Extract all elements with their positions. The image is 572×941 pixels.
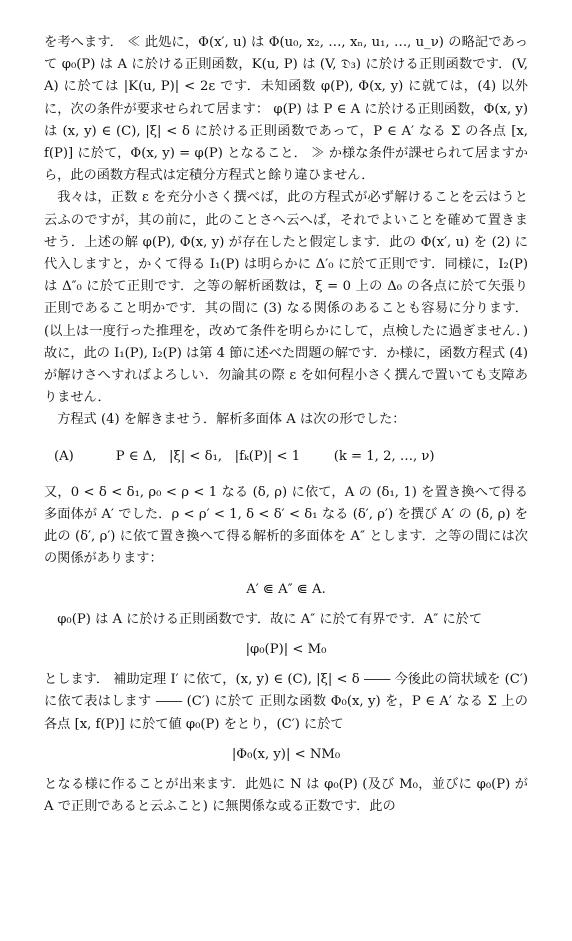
equation-bound-Phi0: |Φ₀(x, y)| < NM₀ — [231, 746, 341, 762]
paragraph-bounded: φ₀(P) は A に於ける正則函数です．故に A″ に於て有界です．A″ に於て — [57, 611, 483, 627]
paragraph-conditions: を考へます． ≪ 此処に，Φ(x′, u) は Φ(u₀, x₂, …, xₙ, u₁, …, u_ν) の略記であって φ₀(P) は A に於ける正則函数，K(u, P) は (V, 𝔇₃) に於ける正則函数です．(V, A) に於ては |K(u, P)| < 2ε です．未知函数 φ(P), Φ(x, y) に就ては，(4) 以外に，次の条件が要求せられて居ます： φ(P) は P ∈ A に於ける正則函数，Φ(x, y) は (x, y) ∈ (C), |ξ| < δ に於ける正則函数であって，P ∈ A′ なる Σ の各点 [x, f(P)] に於て，Φ(x, y) = φ(P) となること． ≫ か様な条件が課せられて居ますから，此の函数方程式は定積分方程式と餘り違ひません． — [44, 35, 528, 184]
paragraph-polyhedra-relation: 又，0 < δ < δ₁, ρ₀ < ρ < 1 なる (δ, ρ) に依て，A の (δ₁, 1) を置き換へて得る多面体が A′ でした．ρ < ρ′ < 1, δ < δ′ < δ₁ なる (δ′, ρ′) を撰び A′ の (δ, ρ) を此の (δ′, ρ′) に依て置き換へて得る解析的多面体を A″ とします．之等の間には次の関係があります： — [44, 484, 528, 567]
paragraph-solve-equation: 方程式 (4) を解きませう．解析多面体 A は次の形でした： — [57, 412, 406, 428]
paragraph-constant-N: となる様に作ることが出来ます．此処に N は φ₀(P) (及び M₀，並びに φ₀(P) が A で正則であると云ふこと) に無関係な或る正数です．此の — [44, 777, 528, 815]
equation-bound-phi0: |φ₀(P)| < M₀ — [245, 642, 327, 658]
equation-polyhedron-A: (A) P ∈ Δ, |ξ| < δ₁, |fₖ(P)| < 1 (k = 1, 2, …, ν) — [54, 448, 435, 464]
paragraph-solution-argument: 我々は，正数 ε を充分小さく撰べば，此の方程式が必ず解けることを云はうと云ふのですが，其の前に，此のことさへ云へば，それでよいことを確めて置きませう．上述の解 φ(P), Φ(x, y) が存在したと假定します．此の Φ(x′, u) を (2) に代入しますと，かくて得る I₁(P) は明らかに Δ′₀ に於て正則です．同様に，I₂(P) は Δ″₀ に於て正則です．之等の解析函数は，ξ = 0 上の Δ₀ の各点に於て矢張り正則であること明かです．其の間に (3) なる関係のあることも容易に分ります．(以上は一度行った推理を，改めて条件を明らかにして，点検したに過ぎません．) 故に，此の I₁(P), I₂(P) は第 4 節に述べた問題の解です．か様に，函数方程式 (4) が解けさへすればよろしい．勿論其の際 ε を如何程小さく撰んで置いても支障ありません． — [44, 190, 528, 406]
paragraph-auxiliary-theorem: とします． 補助定理 I′ に依て，(x, y) ∈ (C), |ξ| < δ ―― 今後此の筒状域を (C′) に依て表はします ―― (C′) に於て 正則な函数 Φ₀(x, y) を，P ∈ A′ なる Σ 上の各点 [x, f(P)] に於て値 φ₀(P) をとり，(C′) に於て — [44, 672, 528, 732]
equation-inclusion: A′ ⋐ A″ ⋐ A. — [246, 581, 326, 597]
